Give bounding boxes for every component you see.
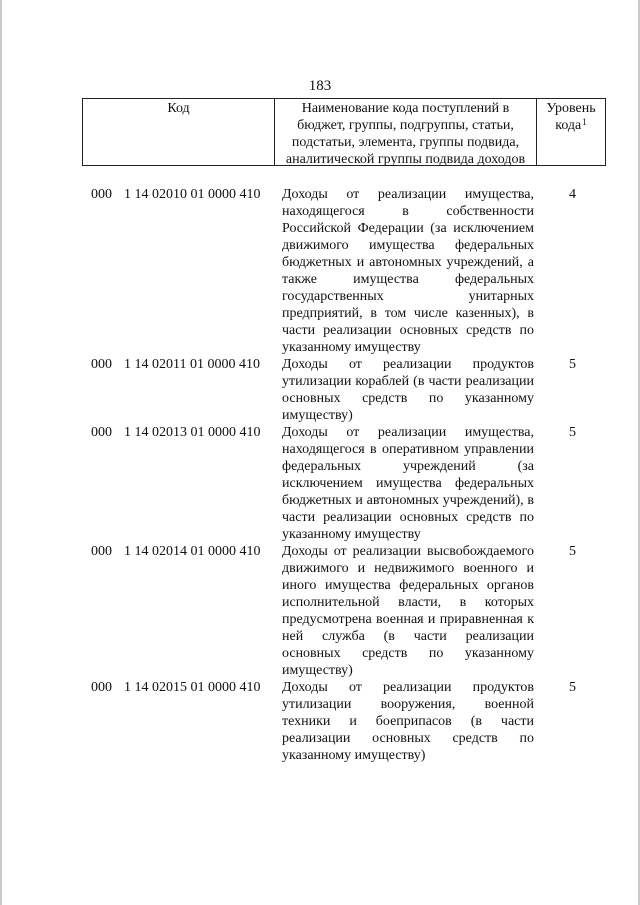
header-level-label: Уровень кода <box>546 101 596 133</box>
code-level: 5 <box>569 357 576 372</box>
admin-code: 000 <box>91 680 112 695</box>
admin-code: 000 <box>91 187 112 202</box>
scan-edge-left <box>0 0 2 905</box>
admin-code: 000 <box>91 544 112 559</box>
revenue-code: 1 14 02014 01 0000 410 <box>124 544 261 559</box>
code-level: 4 <box>569 187 576 202</box>
table-row <box>82 186 606 356</box>
code-level: 5 <box>569 425 576 440</box>
admin-code: 000 <box>91 357 112 372</box>
table-header <box>82 98 606 166</box>
code-level: 5 <box>569 544 576 559</box>
revenue-name: Доходы от реализации имущества, находящегося в оперативном управлении федеральных учреждений (за исключением имущества федеральных бюджетных и автономных учреждений), в части реализации основных средств по указанному имуществу <box>282 425 534 542</box>
revenue-name: Доходы от реализации имущества, находящегося в собственности Российской Федерации (за исключением движимого имущества федеральных бюджетных и автономных учреждений, а также имущества федеральных государственных унитарных предприятий, в том числе казенных), в части реализации основных средств по указанному имуществу <box>282 187 534 355</box>
revenue-name: Доходы от реализации продуктов утилизации кораблей (в части реализации основных средств по указанному имуществу) <box>282 357 534 423</box>
page-number: 183 <box>308 78 332 94</box>
table-row <box>82 679 606 764</box>
code-level: 5 <box>569 680 576 695</box>
revenue-code: 1 14 02011 01 0000 410 <box>124 357 260 372</box>
revenue-code: 1 14 02010 01 0000 410 <box>124 187 261 202</box>
revenue-code: 1 14 02013 01 0000 410 <box>124 425 261 440</box>
header-level <box>537 99 606 165</box>
footnote-marker: 1 <box>582 117 587 127</box>
table-row <box>82 356 606 424</box>
table-row <box>82 424 606 543</box>
table-row <box>82 543 606 679</box>
revenue-name: Доходы от реализации высвобождаемого движимого и недвижимого военного и иного имущества федеральных органов исполнительной власти, в которых предусмотрена военная и приравненная к ней служба (в части реализации основных средств по указанному имуществу) <box>282 544 534 678</box>
revenue-code: 1 14 02015 01 0000 410 <box>124 680 261 695</box>
header-name: Наименование кода поступлений в бюджет, группы, подгруппы, статьи, подстатьи, элемента, группы подвида, аналитической группы подвида доходов <box>275 99 537 165</box>
table-body <box>82 186 606 764</box>
admin-code: 000 <box>91 425 112 440</box>
revenue-name: Доходы от реализации продуктов утилизации вооружения, военной техники и боеприпасов (в части реализации основных средств по указанному имуществу) <box>282 680 534 763</box>
header-code: Код <box>82 99 275 165</box>
